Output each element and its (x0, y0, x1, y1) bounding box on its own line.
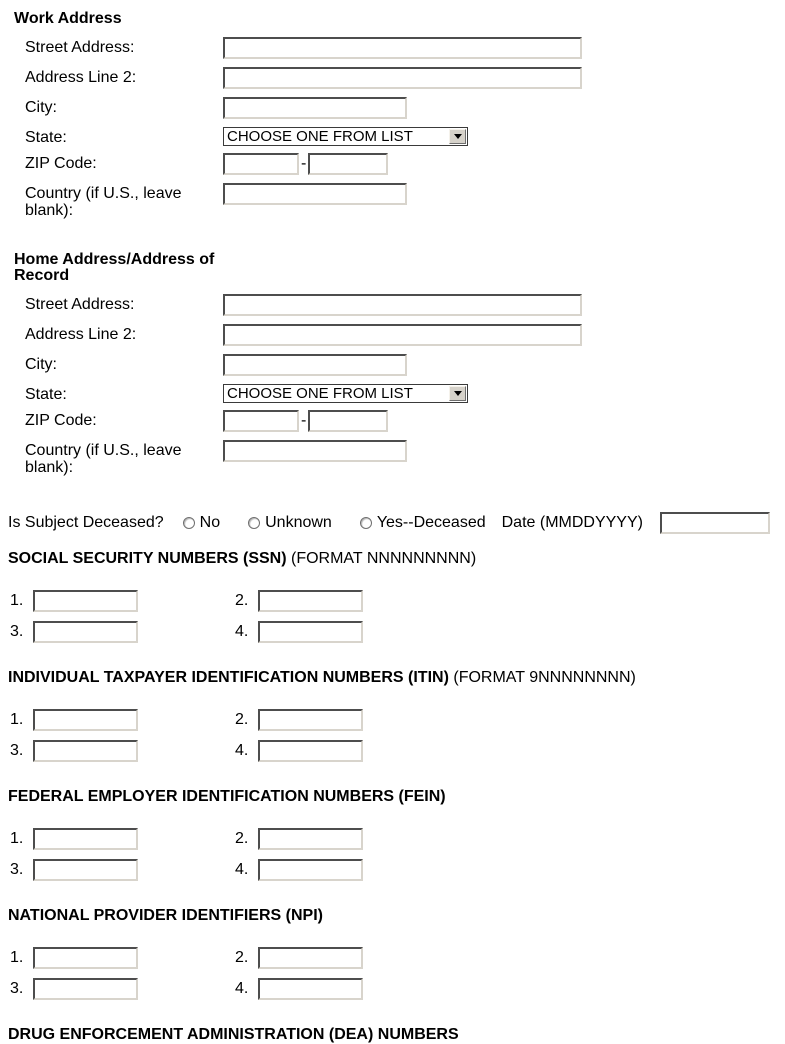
city-label: City: (25, 99, 57, 116)
zip-code-label: ZIP Code: (25, 155, 97, 172)
street-address-label: Street Address: (25, 296, 135, 313)
work-address-section (14, 11, 777, 219)
work-zip-input[interactable] (223, 153, 299, 175)
state-label: State: (25, 129, 67, 146)
deceased-no-radio[interactable] (183, 517, 195, 529)
item-number: 4. (235, 742, 249, 759)
itin-title: INDIVIDUAL TAXPAYER IDENTIFICATION NUMBERS (ITIN) (8, 669, 449, 686)
fein-input-4[interactable] (258, 859, 363, 881)
work-street-row (14, 37, 777, 59)
home-state-select[interactable] (223, 384, 468, 403)
state-label: State: (25, 386, 67, 403)
fein-input-3[interactable] (33, 859, 138, 881)
street-address-label: Street Address: (25, 39, 135, 56)
npi-input-4[interactable] (258, 978, 363, 1000)
address-line2-label: Address Line 2: (25, 69, 137, 86)
item-number: 3. (10, 980, 24, 997)
itin-heading (8, 669, 777, 687)
work-state-selected-value: CHOOSE ONE FROM LIST (227, 128, 413, 145)
country-label: Country (if U.S., leave blank): (25, 185, 182, 219)
dea-title: DRUG ENFORCEMENT ADMINISTRATION (DEA) NUMBERS (8, 1026, 459, 1043)
deceased-row (8, 512, 777, 534)
itin-input-4[interactable] (258, 740, 363, 762)
item-number: 2. (235, 949, 249, 966)
fein-item-3 (10, 859, 235, 881)
deceased-unknown-option (248, 514, 332, 532)
item-number: 3. (10, 861, 24, 878)
ssn-input-3[interactable] (33, 621, 138, 643)
home-address-heading: Home Address/Address of Record (14, 251, 215, 284)
zip-code-label: ZIP Code: (25, 412, 97, 429)
item-number: 3. (10, 742, 24, 759)
itin-input-2[interactable] (258, 709, 363, 731)
work-zip-row (14, 153, 777, 175)
npi-input-2[interactable] (258, 947, 363, 969)
ssn-section (8, 550, 777, 643)
item-number: 1. (10, 830, 24, 847)
work-address-heading: Work Address (14, 10, 122, 27)
fein-heading (8, 788, 777, 806)
item-number: 1. (10, 711, 24, 728)
ssn-input-2[interactable] (258, 590, 363, 612)
npi-heading (8, 907, 777, 925)
item-number: 2. (235, 830, 249, 847)
fein-title: FEDERAL EMPLOYER IDENTIFICATION NUMBERS (FEIN) (8, 788, 446, 805)
deceased-yes-radio[interactable] (360, 517, 372, 529)
work-city-row (14, 97, 777, 119)
dropdown-button[interactable] (449, 129, 466, 144)
home-address-line2-input[interactable] (223, 324, 582, 346)
ssn-grid (10, 590, 777, 643)
item-number: 1. (10, 592, 24, 609)
home-city-row (14, 354, 777, 376)
work-state-select[interactable] (223, 127, 468, 146)
work-country-input[interactable] (223, 183, 407, 205)
home-zip-plus4-input[interactable] (308, 410, 388, 432)
home-street-row (14, 294, 777, 316)
zip-separator: - (301, 155, 307, 172)
home-state-row (14, 384, 777, 403)
deceased-date-label: Date (MMDDYYYY) (501, 514, 643, 531)
zip-separator: - (301, 412, 307, 429)
fein-input-2[interactable] (258, 828, 363, 850)
deceased-no-label: No (199, 514, 221, 531)
home-zip-row (14, 410, 777, 432)
npi-section (8, 907, 777, 1000)
item-number: 2. (235, 592, 249, 609)
fein-section (8, 788, 777, 881)
ssn-item-4 (235, 621, 460, 643)
itin-item-4 (235, 740, 460, 762)
country-label: Country (if U.S., leave blank): (25, 442, 182, 476)
item-number: 4. (235, 980, 249, 997)
npi-title: NATIONAL PROVIDER IDENTIFIERS (NPI) (8, 907, 323, 924)
city-label: City: (25, 356, 57, 373)
deceased-date-input[interactable] (660, 512, 770, 534)
npi-input-3[interactable] (33, 978, 138, 1000)
fein-item-1 (10, 828, 235, 850)
home-country-row (14, 440, 777, 476)
fein-input-1[interactable] (33, 828, 138, 850)
work-country-row (14, 183, 777, 219)
work-address-line2-input[interactable] (223, 67, 582, 89)
home-state-selected-value: CHOOSE ONE FROM LIST (227, 385, 413, 402)
item-number: 4. (235, 861, 249, 878)
npi-item-4 (235, 978, 460, 1000)
itin-input-1[interactable] (33, 709, 138, 731)
itin-format-note: (FORMAT 9NNNNNNNN) (453, 669, 636, 686)
deceased-unknown-label: Unknown (265, 514, 332, 531)
ssn-item-3 (10, 621, 235, 643)
npi-item-1 (10, 947, 235, 969)
home-address-section (14, 252, 777, 476)
home-address2-row (14, 324, 777, 346)
npi-item-3 (10, 978, 235, 1000)
dropdown-button[interactable] (449, 386, 466, 401)
itin-item-3 (10, 740, 235, 762)
itin-section (8, 669, 777, 762)
ssn-input-1[interactable] (33, 590, 138, 612)
home-street-address-input[interactable] (223, 294, 582, 316)
dea-heading (8, 1026, 777, 1044)
fein-item-4 (235, 859, 460, 881)
work-city-input[interactable] (223, 97, 407, 119)
ssn-item-2 (235, 590, 460, 612)
dea-section (8, 1026, 777, 1044)
deceased-yes-option (360, 514, 486, 532)
item-number: 1. (10, 949, 24, 966)
work-state-row (14, 127, 777, 146)
npi-item-2 (235, 947, 460, 969)
fein-grid (10, 828, 777, 881)
itin-item-1 (10, 709, 235, 731)
work-address2-row (14, 67, 777, 89)
work-zip-plus4-input[interactable] (308, 153, 388, 175)
ssn-title: SOCIAL SECURITY NUMBERS (SSN) (8, 550, 287, 567)
deceased-question-label: Is Subject Deceased? (8, 514, 164, 531)
dropdown-arrow-icon (454, 134, 462, 139)
ssn-format-note: (FORMAT NNNNNNNNN) (291, 550, 477, 567)
npi-grid (10, 947, 777, 1000)
deceased-no-option (183, 514, 220, 532)
home-city-input[interactable] (223, 354, 407, 376)
home-zip-input[interactable] (223, 410, 299, 432)
itin-item-2 (235, 709, 460, 731)
ssn-item-1 (10, 590, 235, 612)
home-country-input[interactable] (223, 440, 407, 462)
ssn-input-4[interactable] (258, 621, 363, 643)
npi-input-1[interactable] (33, 947, 138, 969)
fein-item-2 (235, 828, 460, 850)
dropdown-arrow-icon (454, 391, 462, 396)
ssn-heading (8, 550, 777, 568)
work-street-address-input[interactable] (223, 37, 582, 59)
item-number: 3. (10, 623, 24, 640)
itin-grid (10, 709, 777, 762)
item-number: 4. (235, 623, 249, 640)
deceased-yes-label: Yes--Deceased (376, 514, 486, 531)
address-line2-label: Address Line 2: (25, 326, 137, 343)
item-number: 2. (235, 711, 249, 728)
itin-input-3[interactable] (33, 740, 138, 762)
deceased-unknown-radio[interactable] (248, 517, 260, 529)
